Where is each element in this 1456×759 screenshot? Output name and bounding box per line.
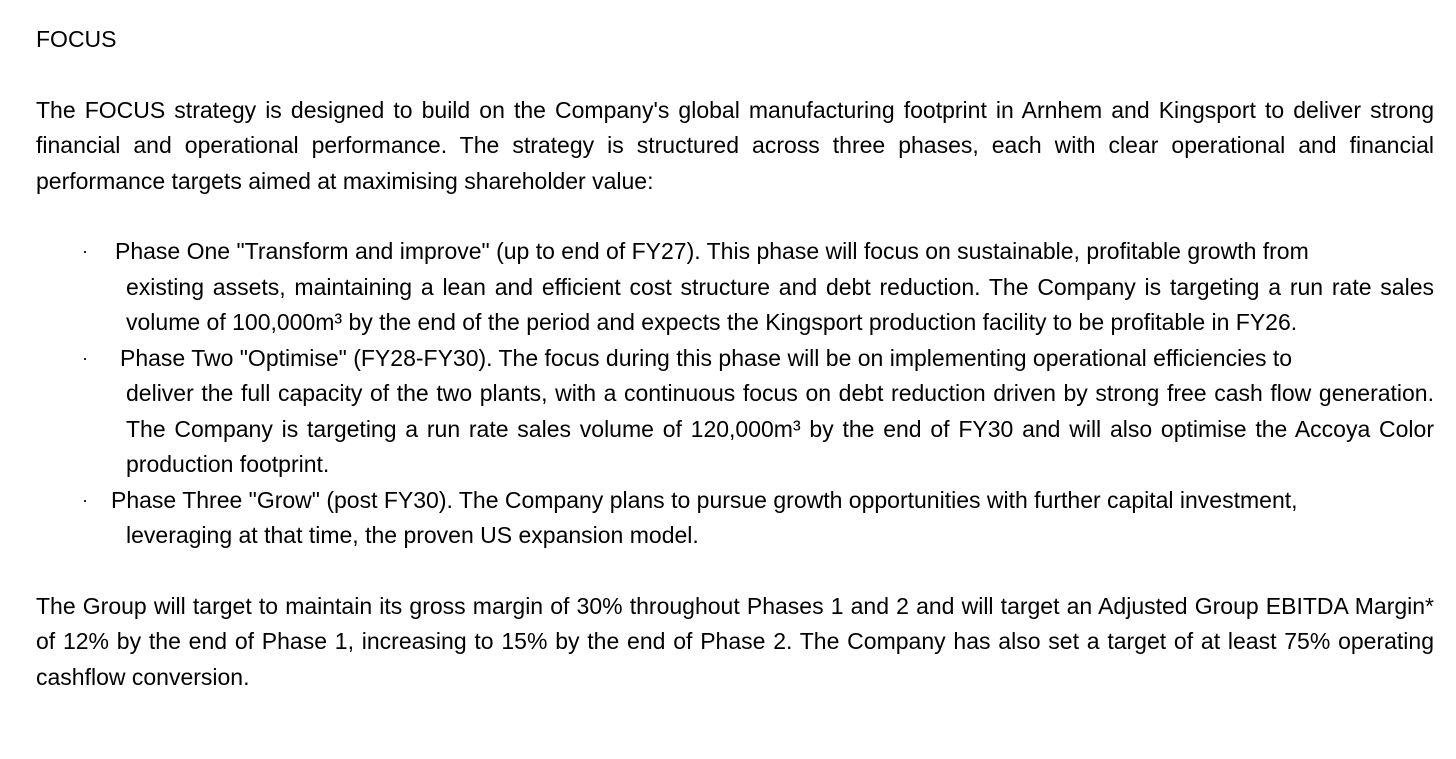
spacer bbox=[36, 199, 1434, 234]
document-body bbox=[36, 22, 1434, 695]
phase-two-text: deliver the full capacity of the two plants, with a continuous focus on debt reduction driven by strong free cash flow generation. The Company is targeting a run rate sales volume of 120,000m³ by the end of FY30 and will also optimise the Accoya Color production footprint. bbox=[126, 380, 1434, 477]
phase-item-one bbox=[36, 234, 1434, 341]
phase-three-text: leveraging at that time, the proven US expansion model. bbox=[126, 522, 699, 548]
closing-paragraph: The Group will target to maintain its gross margin of 30% throughout Phases 1 and 2 and will target an Adjusted Group EBITDA Margin* of 12% by the end of Phase 1, increasing to 15% by the end of Phase 2. The Company has also set a target of at least 75% operating cashflow conversion. bbox=[36, 592, 1434, 690]
intro-paragraph: The FOCUS strategy is designed to build on the Company's global manufacturing footprint in Arnhem and Kingsport to deliver strong financial and operational performance. The strategy is structured across three phases, each with clear operational and financial performance targets aimed at maximising shareholder value: bbox=[36, 96, 1434, 194]
section-heading: FOCUS bbox=[36, 26, 117, 52]
phase-item-three bbox=[36, 483, 1434, 554]
phase-three-first-line: Phase Three "Grow" (post FY30). The Company plans to pursue growth opportunities with further capital investment, bbox=[111, 486, 1298, 513]
bullet-dot-icon: · bbox=[82, 489, 88, 510]
phase-one-first-line: Phase One "Transform and improve" (up to end of FY27). This phase will focus on sustainable, profitable growth from bbox=[115, 238, 1309, 264]
phase-item-two bbox=[36, 341, 1434, 483]
phase-one-text: existing assets, maintaining a lean and efficient cost structure and debt reduction. The Company is targeting a run rate sales volume of 100,000m³ by the end of the period and expects the Kingsport production facility to be profitable in FY26. bbox=[126, 273, 1434, 335]
spacer bbox=[36, 58, 1434, 93]
bullet-dot-icon: · bbox=[82, 241, 88, 261]
bullet-dot-icon: · bbox=[82, 347, 88, 368]
phase-list bbox=[36, 234, 1434, 554]
phase-two-first-line: Phase Two "Optimise" (FY28-FY30). The focus during this phase will be on implementing operational efficiencies to bbox=[120, 344, 1293, 371]
spacer bbox=[36, 554, 1434, 589]
